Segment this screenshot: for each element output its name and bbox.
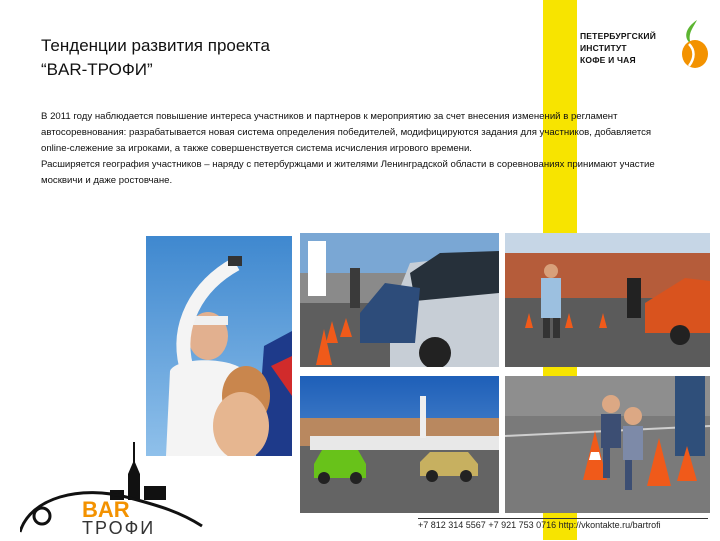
- coffee-bean-leaf-icon: [675, 18, 715, 70]
- bar-logo-word-2: ТРОФИ: [82, 518, 156, 536]
- title-line-2: “BAR-ТРОФИ”: [41, 60, 153, 79]
- photo-man-with-phone: [146, 236, 292, 456]
- paragraph-2: Расширяется география участников – наряду с петербуржцами и жителями Ленинградской области в соревнованиях принимают участие москвичи и даже ростовчане.: [41, 159, 655, 186]
- institute-logo-text: [580, 30, 656, 66]
- institute-logo-line-3: КОФЕ И ЧАЯ: [580, 55, 636, 65]
- bar-logo-word-1: BAR: [82, 497, 130, 522]
- body-text: [41, 109, 681, 189]
- photo-children-with-cones: [505, 376, 710, 513]
- contact-info: +7 812 314 5567 +7 921 753 0716 http://vkontakte.ru/bartrofi: [418, 520, 661, 530]
- institute-logo-line-1: ПЕТЕРБУРГСКИЙ: [580, 31, 657, 41]
- photo-drift-cars: [300, 376, 499, 513]
- institute-logo-line-2: ИНСТИТУТ: [580, 43, 627, 53]
- photo-cars-and-cones: [300, 233, 499, 367]
- paragraph-1: В 2011 году наблюдается повышение интереса участников и партнеров к мероприятию за счет внесения изменений в регламент автосоревнования: разрабатывается новая система определения победителей, модифицируются задания для участников, добавляется online-слежение за игроками, а также совершенствуется система исчисления игрового времени.: [41, 111, 652, 154]
- slide-title: [41, 34, 270, 82]
- photo-man-running: [505, 233, 710, 367]
- title-line-1: Тенденции развития проекта: [41, 36, 270, 55]
- contact-divider: [418, 518, 708, 519]
- institute-logo: [577, 16, 717, 76]
- bar-trofi-logo: [20, 440, 210, 536]
